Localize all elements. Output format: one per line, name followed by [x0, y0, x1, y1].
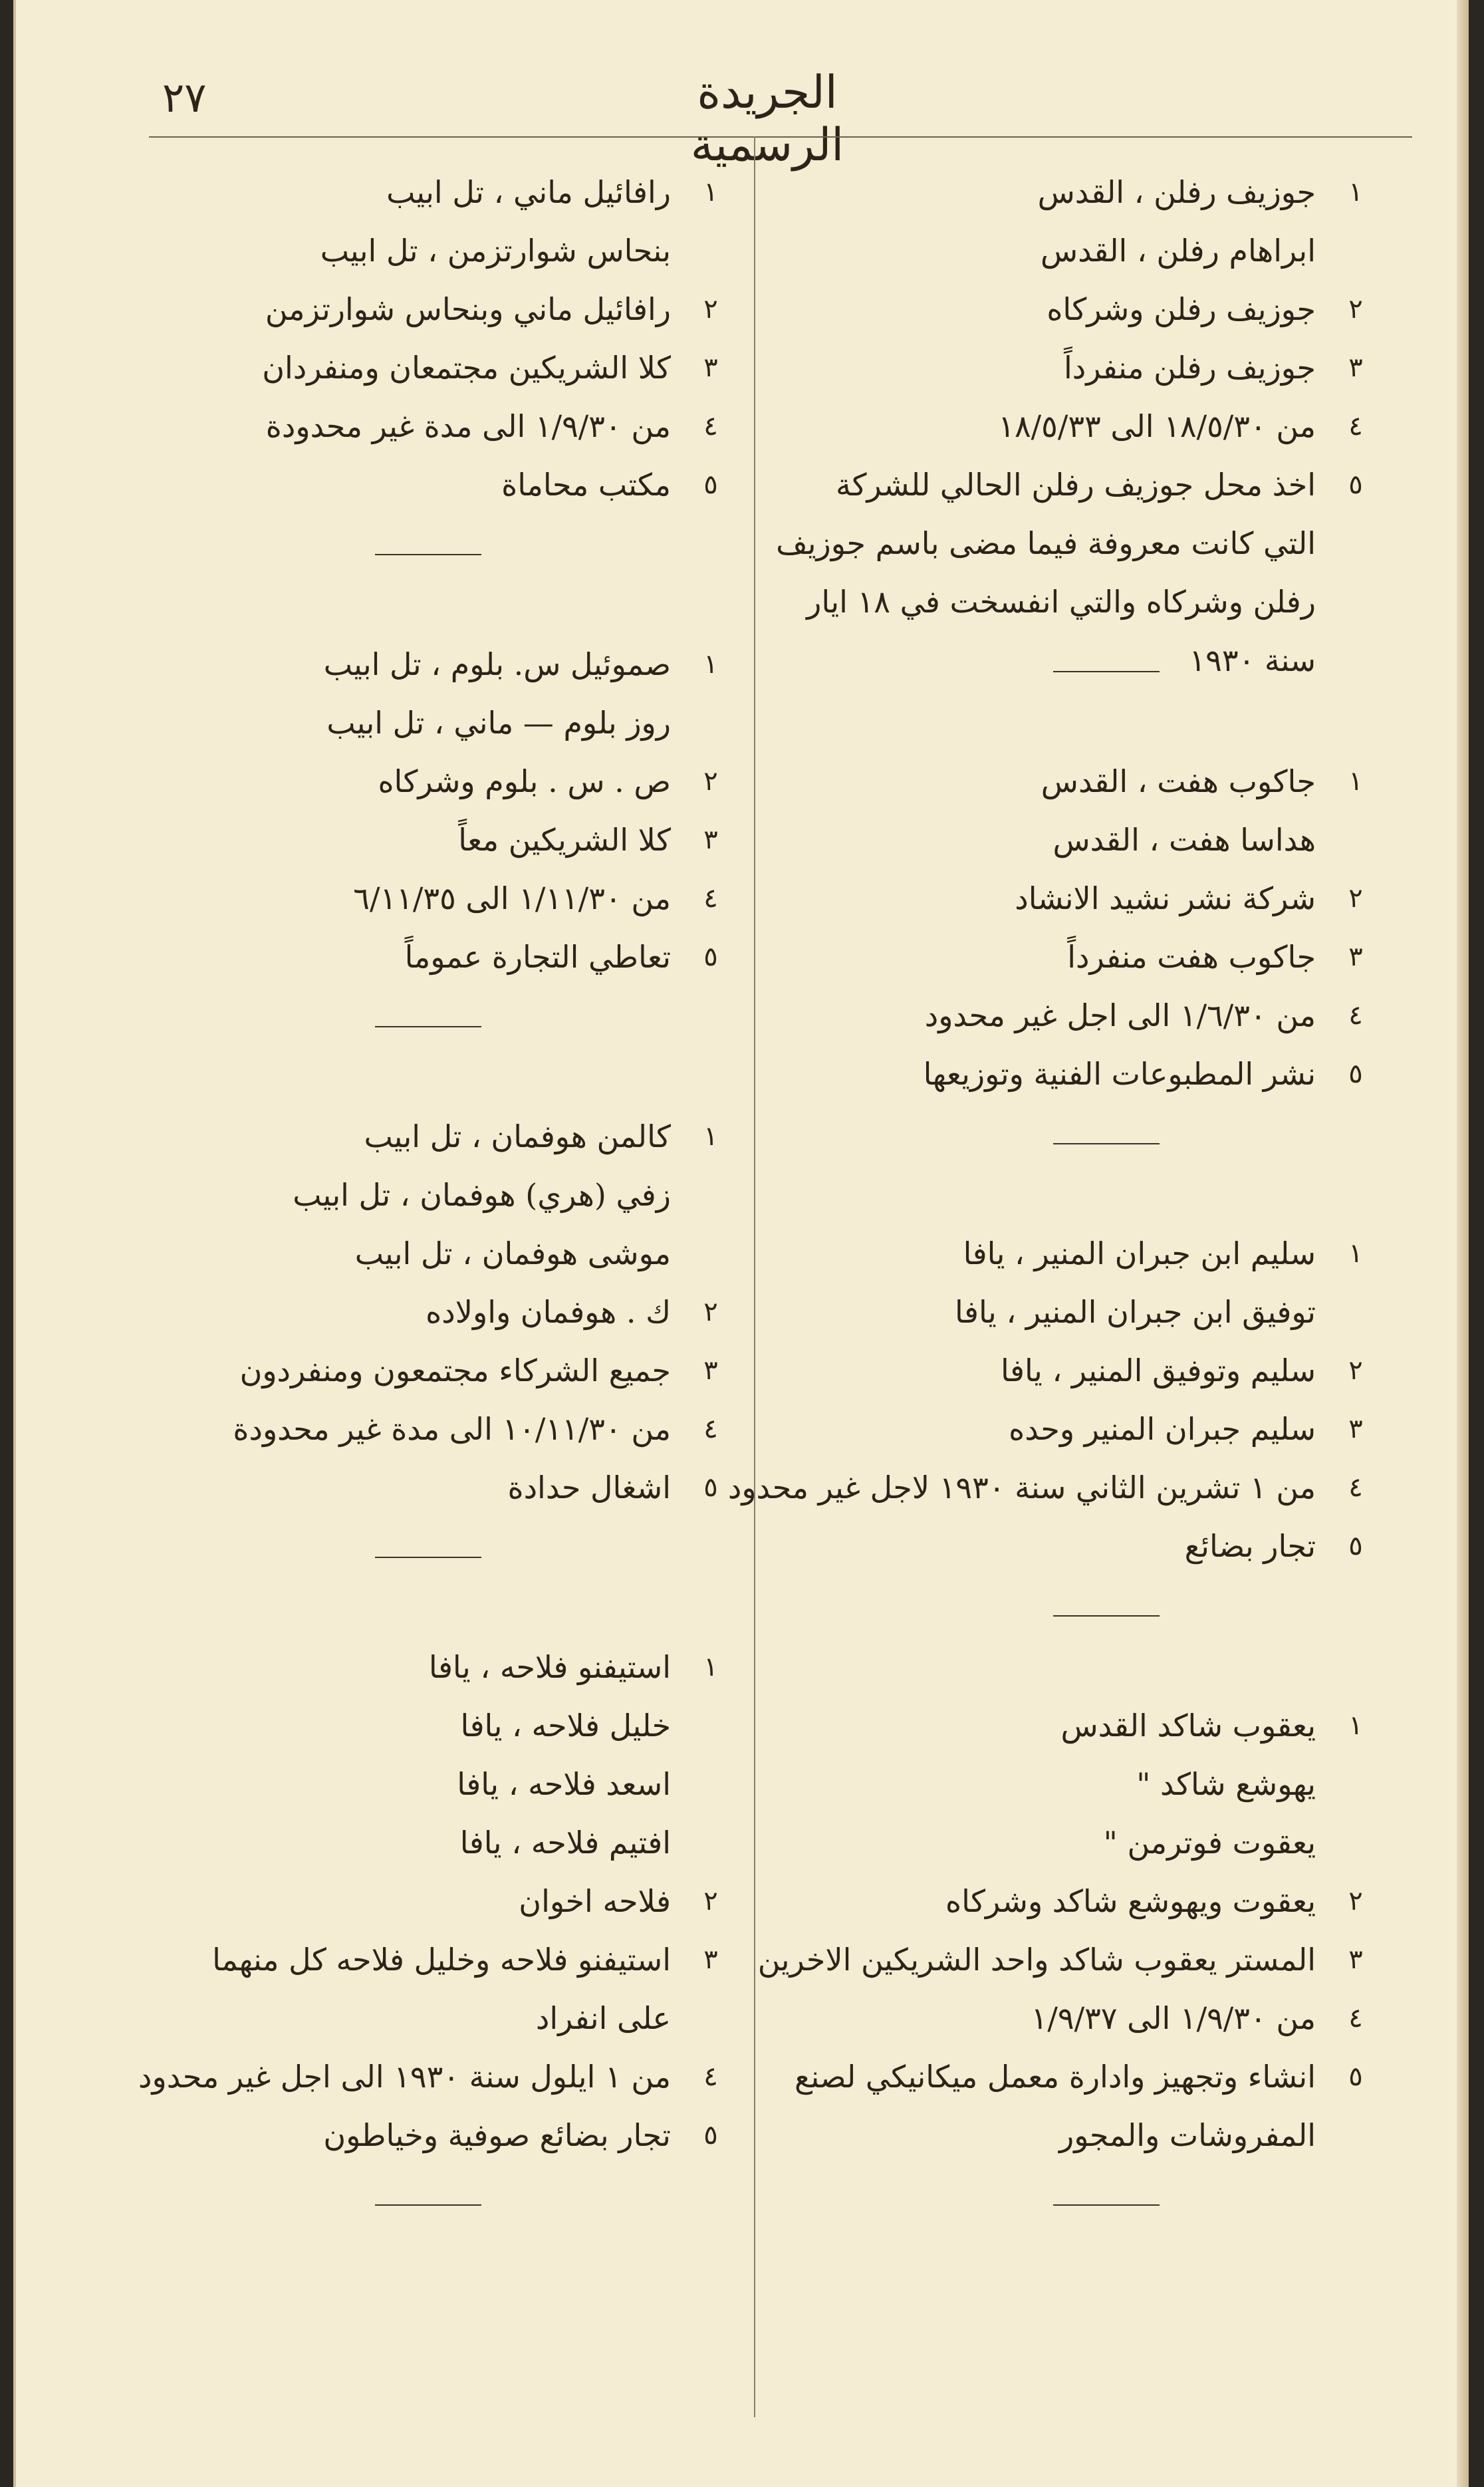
line-number: ٥	[1348, 2061, 1363, 2092]
page-number: ٢٧	[162, 73, 207, 122]
entry-line	[149, 1224, 734, 1283]
entry-separator	[375, 554, 481, 555]
line-number: ٢	[1348, 1886, 1363, 1916]
line-number: ٣	[1348, 1414, 1363, 1444]
line-number: ٤	[1348, 411, 1363, 442]
entry-line	[774, 1872, 1379, 1930]
line-number: ١	[703, 177, 718, 207]
entry-line	[774, 456, 1379, 678]
registration-entry	[774, 163, 1379, 678]
line-text: سليم ابن جبران المنير ، يافا	[963, 1236, 1316, 1271]
entry-line	[149, 694, 734, 752]
line-text: جاكوب هفت منفرداً	[1067, 939, 1316, 975]
entry-line	[149, 338, 734, 397]
line-number: ١	[703, 1652, 718, 1682]
line-number: ٣	[703, 352, 718, 383]
line-text: يعقوب شاكد القدس	[1060, 1708, 1316, 1744]
entry-separator	[375, 1557, 481, 1558]
line-text: ابراهام رفلن ، القدس	[1040, 233, 1316, 269]
line-text: جوزيف رفلن وشركاه	[1047, 291, 1316, 327]
line-text: جوزيف رفلن منفرداً	[1064, 350, 1316, 386]
line-text: يعقوت فوترمن "	[1103, 1825, 1316, 1861]
line-number: ٥	[703, 2120, 718, 2151]
registration-entry	[149, 1107, 734, 1517]
line-text: من ١/٦/٣٠ الى اجل غير محدود	[924, 997, 1316, 1033]
entry-line	[774, 986, 1379, 1045]
entry-line	[774, 2047, 1379, 2164]
entry-line	[774, 1400, 1379, 1458]
line-text: من ١/١١/٣٠ الى ٦/١١/٣٥	[353, 880, 671, 916]
registration-entry	[149, 163, 734, 514]
line-text: صموئيل س. بلوم ، تل ابيب	[323, 646, 671, 682]
line-number: ٢	[703, 1297, 718, 1327]
entry-line	[149, 1930, 734, 2047]
entry-line	[149, 1166, 734, 1224]
line-text: مكتب محاماة	[501, 467, 671, 503]
line-number: ٥	[1348, 1531, 1363, 1561]
line-text: استيفنو فلاحه ، يافا	[428, 1649, 671, 1685]
line-text: جاكوب هفت ، القدس	[1041, 763, 1316, 799]
line-text: يهوشع شاكد "	[1136, 1766, 1316, 1802]
line-text: جميع الشركاء مجتمعون ومنفردون	[239, 1353, 671, 1388]
entry-line	[149, 1755, 734, 1813]
right-column	[727, 163, 1379, 2286]
line-text: خليل فلاحه ، يافا	[460, 1708, 671, 1744]
line-text: توفيق ابن جبران المنير ، يافا	[955, 1294, 1316, 1330]
entry-line	[149, 280, 734, 338]
line-number: ١	[703, 1121, 718, 1152]
entry-line	[774, 1696, 1379, 1755]
registration-entry	[727, 1224, 1379, 1575]
line-number: ٣	[1348, 942, 1363, 972]
line-number: ٤	[703, 1414, 718, 1444]
entry-line	[149, 928, 734, 986]
entry-line	[774, 752, 1379, 811]
line-text: شركة نشر نشيد الانشاد	[1015, 880, 1316, 916]
line-text: ص . س . بلوم وشركاه	[378, 763, 671, 799]
line-text: من ١٠/١١/٣٠ الى مدة غير محدودة	[233, 1411, 671, 1447]
line-text: رافائيل ماني ، تل ابيب	[386, 174, 671, 210]
line-text: كلا الشريكين مجتمعان ومنفردان	[262, 350, 671, 386]
line-text: المستر يعقوب شاكد واحد الشريكين الاخرين	[757, 1942, 1316, 1978]
entry-line	[149, 221, 734, 280]
entry-line	[149, 1400, 734, 1458]
line-text: فلاحه اخوان	[519, 1883, 671, 1919]
line-text: كلا الشريكين معاً	[458, 822, 671, 858]
line-text: رافائيل ماني وبنحاس شوارتزمن	[265, 291, 671, 327]
line-text: زفي (هري) هوفمان ، تل ابيب	[293, 1177, 671, 1213]
line-number: ١	[1348, 177, 1363, 207]
line-text: انشاء وتجهيز وادارة معمل ميكانيكي لصنع المفروشات والمجور	[794, 2059, 1316, 2153]
line-number: ٥	[703, 469, 718, 500]
registration-entry	[138, 1638, 734, 2164]
line-number: ٥	[1348, 469, 1363, 500]
entry-line	[149, 869, 734, 928]
entry-line	[774, 1045, 1379, 1103]
line-number: ١	[1348, 1710, 1363, 1741]
entry-line	[149, 635, 734, 694]
line-number: ٢	[1348, 1355, 1363, 1386]
line-text: من ١/٩/٣٠ الى مدة غير محدودة	[265, 408, 671, 444]
entry-line	[774, 1813, 1379, 1872]
line-number: ٣	[703, 1944, 718, 1975]
line-number: ٤	[1348, 2003, 1363, 2033]
entry-line	[774, 928, 1379, 986]
entry-line	[149, 456, 734, 514]
line-number: ١	[1348, 1238, 1363, 1269]
line-text: استيفنو فلاحه وخليل فلاحه كل منهما على انفراد	[212, 1942, 671, 2036]
line-text: من ١٨/٥/٣٠ الى ١٨/٥/٣٣	[998, 408, 1316, 444]
entry-separator	[1053, 2204, 1160, 2206]
line-number: ٤	[703, 2061, 718, 2092]
line-number: ٤	[1348, 1472, 1363, 1503]
line-number: ٣	[1348, 352, 1363, 383]
line-text: جوزيف رفلن ، القدس	[1037, 174, 1316, 210]
entry-line	[149, 1458, 734, 1517]
entry-separator	[1053, 1143, 1160, 1144]
line-number: ٢	[1348, 294, 1363, 325]
line-text: هداسا هفت ، القدس	[1052, 822, 1316, 858]
entry-line	[149, 397, 734, 456]
page-edge	[1457, 0, 1469, 2487]
column-divider	[754, 136, 755, 2417]
line-number: ٢	[1348, 883, 1363, 914]
header-rule	[149, 136, 1412, 138]
entry-separator	[375, 2204, 481, 2206]
line-text: تجار بضائع	[1184, 1528, 1316, 1564]
entry-line	[774, 280, 1379, 338]
entry-separator	[1053, 1615, 1160, 1617]
line-text: ك . هوفمان واولاده	[426, 1294, 671, 1330]
line-text: اشغال حدادة	[507, 1470, 671, 1505]
entry-line	[774, 869, 1379, 928]
entry-line	[727, 1458, 1379, 1517]
line-text: اسعد فلاحه ، يافا	[457, 1766, 671, 1802]
entry-line	[149, 1341, 734, 1400]
entry-line	[774, 1517, 1379, 1575]
entry-line	[774, 1224, 1379, 1283]
line-text: نشر المطبوعات الفنية وتوزيعها	[923, 1056, 1316, 1092]
line-number: ٥	[1348, 1059, 1363, 1089]
line-number: ٢	[703, 766, 718, 797]
entry-line	[757, 1930, 1379, 1989]
entry-line	[149, 2106, 734, 2164]
line-number: ٤	[1348, 1000, 1363, 1031]
line-number: ٢	[703, 1886, 718, 1916]
line-text: تعاطي التجارة عموماً	[404, 939, 671, 975]
line-text: اخذ محل جوزيف رفلن الحالي للشركة التي كانت معروفة فيما مضى باسم جوزيف رفلن وشركاه والتي انفسخت في ١٨ ايار سنة ١٩٣٠	[776, 467, 1316, 678]
line-number: ٣	[703, 825, 718, 855]
line-number: ١	[703, 649, 718, 680]
line-text: سليم جبران المنير وحده	[1009, 1411, 1316, 1447]
line-text: يعقوت ويهوشع شاكد وشركاه	[945, 1883, 1316, 1919]
line-number: ١	[1348, 766, 1363, 797]
journal-title: الجريدة الرسمية	[690, 66, 844, 172]
entry-line	[149, 1872, 734, 1930]
line-number: ٤	[703, 411, 718, 442]
line-text: من ١ ايلول سنة ١٩٣٠ الى اجل غير محدود	[138, 2059, 671, 2095]
gazette-page	[13, 0, 1469, 2487]
line-text: بنحاس شوارتزمن ، تل ابيب	[320, 233, 671, 269]
entry-line	[138, 2047, 734, 2106]
line-number: ٥	[703, 942, 718, 972]
entry-line	[774, 1341, 1379, 1400]
line-number: ٣	[1348, 1944, 1363, 1975]
entry-line	[149, 1696, 734, 1755]
entry-line	[149, 1283, 734, 1341]
line-text: من ١/٩/٣٠ الى ١/٩/٣٧	[1031, 2000, 1316, 2036]
entry-line	[774, 1755, 1379, 1813]
line-text: افتيم فلاحه ، يافا	[459, 1825, 671, 1861]
line-text: موشى هوفمان ، تل ابيب	[354, 1236, 671, 1271]
entry-line	[774, 338, 1379, 397]
line-number: ٢	[703, 294, 718, 325]
entry-line	[774, 397, 1379, 456]
entry-line	[774, 1283, 1379, 1341]
entry-separator	[375, 1026, 481, 1027]
entry-line	[149, 163, 734, 221]
entry-line	[149, 1638, 734, 1696]
registration-entry	[774, 752, 1379, 1103]
left-column	[138, 163, 734, 2286]
line-number: ٤	[703, 883, 718, 914]
entry-line	[774, 163, 1379, 221]
entry-line	[774, 811, 1379, 869]
line-text: روز بلوم — ماني ، تل ابيب	[326, 705, 671, 741]
entry-line	[774, 221, 1379, 280]
line-text: كالمن هوفمان ، تل ابيب	[364, 1118, 671, 1154]
line-text: سليم وتوفيق المنير ، يافا	[1001, 1353, 1316, 1388]
entry-line	[774, 1989, 1379, 2047]
registration-entry	[757, 1696, 1379, 2164]
line-number: ٣	[703, 1355, 718, 1386]
entry-line	[149, 1813, 734, 1872]
line-text: تجار بضائع صوفية وخياطون	[323, 2117, 671, 2153]
entry-line	[149, 752, 734, 811]
entry-line	[149, 811, 734, 869]
entry-line	[149, 1107, 734, 1166]
registration-entry	[149, 635, 734, 986]
line-text: من ١ تشرين الثاني سنة ١٩٣٠ لاجل غير محدود	[727, 1470, 1316, 1505]
line-number: ٥	[703, 1472, 718, 1503]
